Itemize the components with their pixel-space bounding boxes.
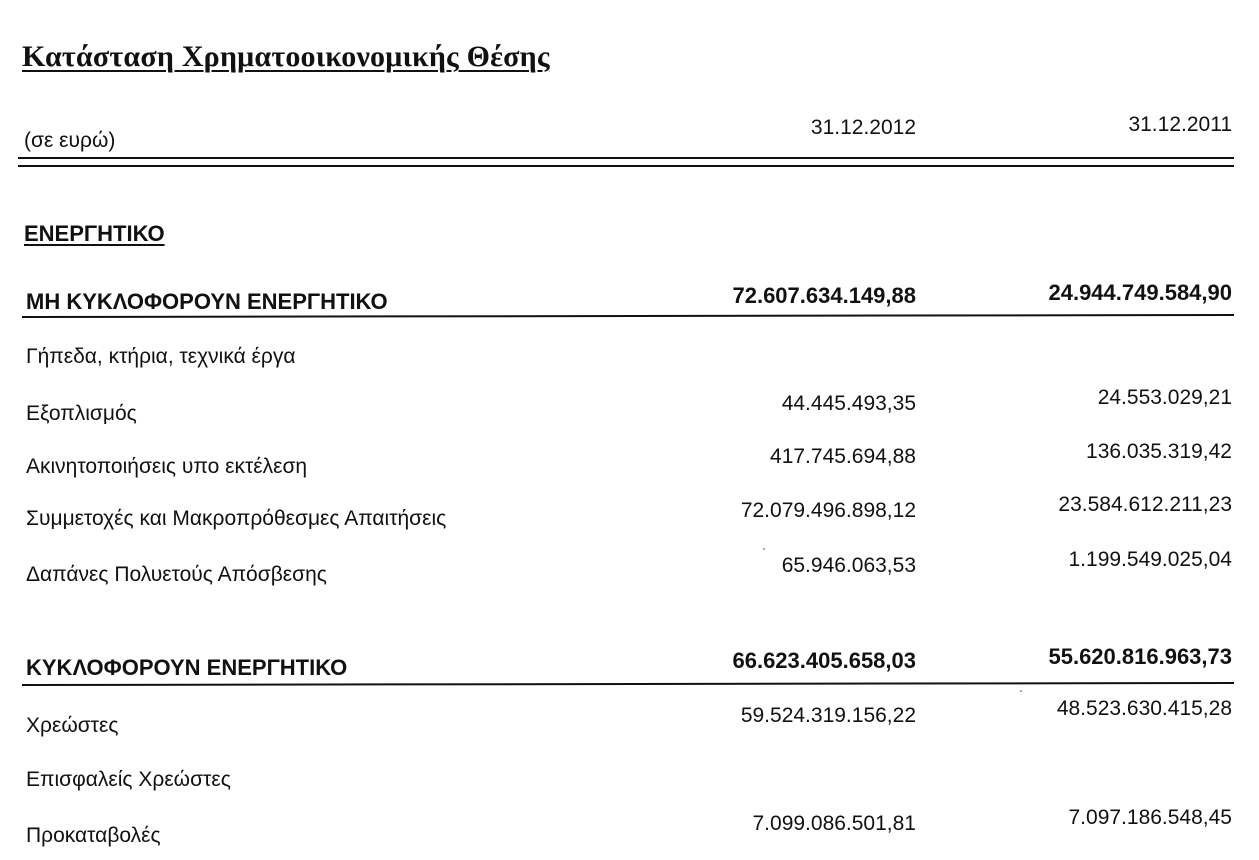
page-title: Κατάσταση Χρηματοοικονομικής Θέσης — [22, 40, 550, 73]
row-amortization-2012: 65.946.063,53 — [781, 554, 916, 577]
non-current-assets-2012: 72.607.634.149,88 — [732, 283, 916, 308]
row-debtors-2012: 59.524.319.156,22 — [740, 704, 916, 727]
scan-speck — [1020, 690, 1022, 692]
unit-label: (σε ευρώ) — [24, 129, 116, 152]
column-header-2012: 31.12.2012 — [810, 116, 916, 139]
row-land-buildings-label: Γήπεδα, κτήρια, τεχνικά έργα — [26, 345, 296, 368]
non-current-assets-2011: 24.944.749.584,90 — [1048, 280, 1232, 305]
row-amortization-label: Δαπάνες Πολυετούς Απόσβεσης — [26, 563, 327, 586]
current-assets-2012: 66.623.405.658,03 — [732, 648, 916, 673]
row-doubtful-debtors-label: Επισφαλείς Χρεώστες — [26, 768, 231, 791]
non-current-assets-label: ΜΗ ΚΥΚΛΟΦΟΡΟΥΝ ΕΝΕΡΓΗΤΙΚΟ — [26, 289, 388, 314]
header-rule-top — [18, 157, 1234, 159]
row-equipment-2012: 44.445.493,35 — [781, 392, 916, 415]
row-equipment-label: Εξοπλισμός — [26, 402, 137, 425]
header-rule-bottom — [18, 165, 1234, 167]
row-construction-2012: 417.745.694,88 — [770, 445, 916, 468]
assets-heading: ΕΝΕΡΓΗΤΙΚΟ — [24, 221, 165, 246]
row-participations-label: Συμμετοχές και Μακροπρόθεσμες Απαιτήσεις — [26, 507, 447, 530]
row-debtors-label: Χρεώστες — [26, 714, 119, 737]
row-prepayments-2011: 7.097.186.548,45 — [1068, 806, 1232, 829]
row-prepayments-2012: 7.099.086.501,81 — [752, 812, 916, 835]
row-construction-2011: 136.035.319,42 — [1086, 440, 1232, 463]
row-participations-2011: 23.584.612.211,23 — [1058, 493, 1232, 516]
current-rule — [22, 682, 1234, 686]
row-amortization-2011: 1.199.549.025,04 — [1068, 548, 1232, 571]
row-participations-2012: 72.079.496.898,12 — [740, 499, 916, 522]
current-assets-label: ΚΥΚΛΟΦΟΡΟΥΝ ΕΝΕΡΓΗΤΙΚΟ — [26, 655, 348, 680]
current-assets-2011: 55.620.816.963,73 — [1048, 644, 1232, 669]
row-prepayments-label: Προκαταβολές — [26, 824, 161, 847]
row-construction-label: Ακινητοποιήσεις υπο εκτέλεση — [26, 455, 308, 478]
column-header-2011: 31.12.2011 — [1128, 113, 1232, 136]
row-debtors-2011: 48.523.630.415,28 — [1056, 697, 1232, 720]
row-equipment-2011: 24.553.029,21 — [1097, 386, 1232, 409]
scan-speck — [763, 548, 765, 550]
